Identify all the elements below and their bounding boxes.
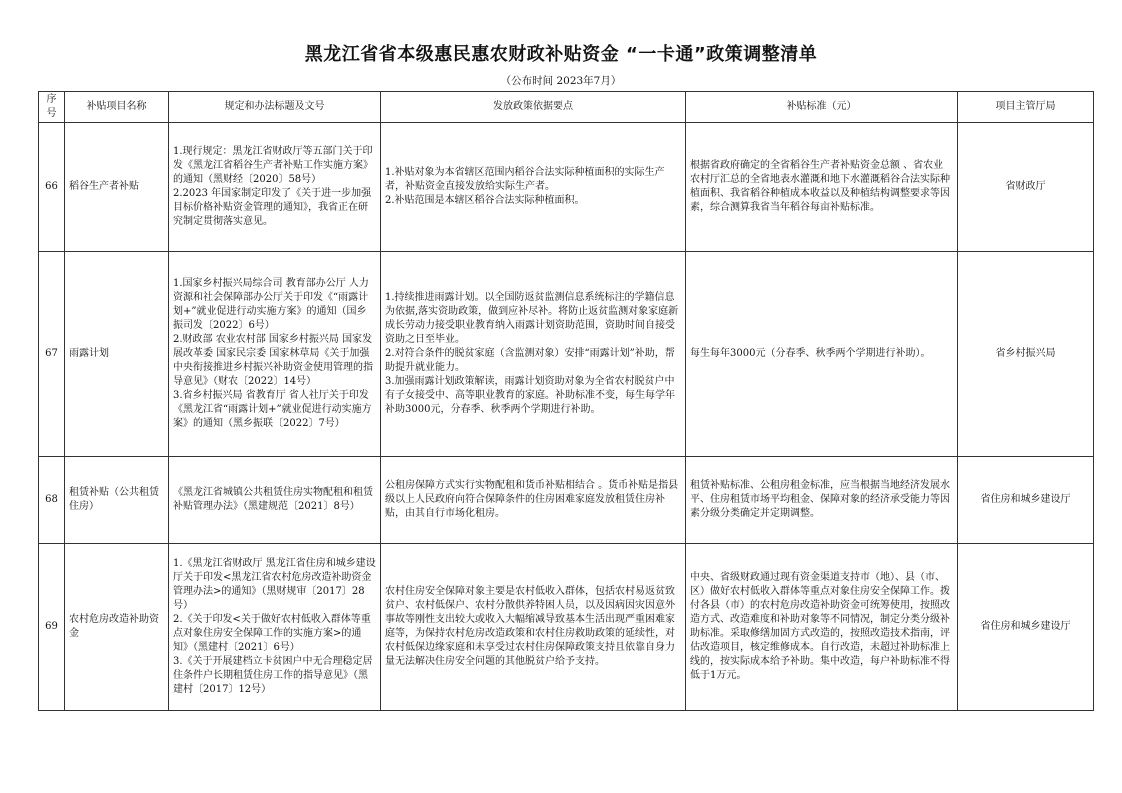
row-regulation xyxy=(169,544,381,711)
regulation-para: 1.国家乡村振兴局综合司 教育部办公厅 人力资源和社会保障部办公厅关于印发《“雨露计划+”就业促进行动实施方案》的通知（国乡振司发〔2022〕6号） xyxy=(173,278,369,331)
page-title: 黑龙江省省本级惠民惠农财政补贴资金 “一卡通”政策调整清单 xyxy=(304,44,818,65)
basis-para: 公租房保障方式实行实物配租和货币补贴相结合 。货币补贴是指县级以上人民政府向符合保障条件的住房困难家庭发放租赁住房补贴，由其自行市场化租房。 xyxy=(385,480,679,519)
basis-para: 2.对符合条件的脱贫家庭（含监测对象）安排“雨露计划”补助，帮助提升就业能力。 xyxy=(385,348,675,373)
row-standard xyxy=(686,252,958,457)
basis-para: 3.加强雨露计划政策解读，雨露计划资助对象为全省农村脱贫户中有子女接受中、高等职业教育的家庭。补助标准不变，每生每学年补助3000元，分春季、秋季两个学期进行补助。 xyxy=(385,376,675,415)
publish-date: （公布时间 2023年7月） xyxy=(500,75,622,87)
row-department: 省住房和城乡建设厅 xyxy=(958,544,1094,711)
row-standard xyxy=(686,544,958,711)
table-row xyxy=(39,252,1094,457)
header-seq: 序号 xyxy=(39,92,65,123)
basis-para: 1.持续推进雨露计划。以全国防返贫监测信息系统标注的学籍信息为依据,落实资助政策，做到应补尽补。将防止返贫监测对象家庭新成长劳动力接受职业教育纳入雨露计划资助范围，资助时间自接受资助之日至毕业。 xyxy=(385,292,679,345)
row-regulation xyxy=(169,123,381,252)
policy-table xyxy=(38,91,1094,711)
row-seq: 67 xyxy=(39,252,65,457)
basis-para: 2.补贴范围是本辖区稻谷合法实际种植面积。 xyxy=(385,195,585,206)
row-item-name: 农村危房改造补助资金 xyxy=(65,544,169,711)
row-basis xyxy=(381,252,686,457)
basis-para: 农村住房安全保障对象主要是农村低收入群体，包括农村易返贫致贫户、农村低保户、农村分散供养特困人员，以及因病因灾因意外事故等刚性支出较大或收入大幅缩减导致基本生活出现严重困难家庭等，为保持农村危房改造政策和农村住房救助政策的延续性，对农村低保边缘家庭和未享受过农村住房保障政策支持且依靠自身力量无法解决住房安全问题的其他脱贫户给予支持。 xyxy=(385,586,675,667)
regulation-para: 3.《关于开展建档立卡贫困户中无合理稳定居住条件户长期租赁住房工作的指导意见》（黑建村〔2017〕12号） xyxy=(173,656,373,695)
header-item: 补贴项目名称 xyxy=(65,92,169,123)
header-basis: 发放政策依据要点 xyxy=(381,92,686,123)
row-standard xyxy=(686,123,958,252)
regulation-para: 1.现行规定：黑龙江省财政厅等五部门关于印发《黑龙江省稻谷生产者补贴工作实施方案》的通知（黑财经〔2020〕58号） xyxy=(173,146,373,185)
row-standard xyxy=(686,457,958,544)
row-seq: 66 xyxy=(39,123,65,252)
row-department: 省乡村振兴局 xyxy=(958,252,1094,457)
row-regulation xyxy=(169,252,381,457)
row-department: 省住房和城乡建设厅 xyxy=(958,457,1094,544)
standard-para: 租赁补贴标准、公租房租金标准，应当根据当地经济发展水平、住房租赁市场平均租金、保障对象的经济承受能力等因素分级分类确定并定期调整。 xyxy=(690,480,950,519)
regulation-para: 《黑龙江省城镇公共租赁住房实物配租和租赁补贴管理办法》（黑建规范〔2021〕8号） xyxy=(173,487,373,512)
regulation-para: 2.财政部 农业农村部 国家乡村振兴局 国家发展改革委 国家民宗委 国家林草局《关于加强中央衔接推进乡村振兴补助资金使用管理的指导意见》（财农〔2022〕14号） xyxy=(173,334,373,387)
row-seq: 68 xyxy=(39,457,65,544)
row-item-name: 租赁补贴（公共租赁住房） xyxy=(65,457,169,544)
row-regulation xyxy=(169,457,381,544)
row-item-name: 稻谷生产者补贴 xyxy=(65,123,169,252)
table-row xyxy=(39,544,1094,711)
regulation-para: 3.省乡村振兴局 省教育厅 省人社厅关于印发《黑龙江省“雨露计划+”就业促进行动实施方案》的通知（黑乡振联〔2022〕7号） xyxy=(173,390,372,429)
table-header-row xyxy=(39,92,1094,123)
regulation-para: 2.2023 年国家制定印发了《关于进一步加强目标价格补贴资金管理的通知》，我省正在研究制定贯彻落实意见。 xyxy=(173,188,372,227)
header-standard: 补贴标准（元） xyxy=(686,92,958,123)
basis-para: 1.补贴对象为本省辖区范围内稻谷合法实际种植面积的实际生产者，补贴资金直接发放给实际生产者。 xyxy=(385,167,665,192)
regulation-para: 1.《黑龙江省财政厅 黑龙江省住房和城乡建设厅关于印发<黑龙江省农村危房改造补助资金管理办法>的通知》（黑财规审〔2017〕28号） xyxy=(173,558,376,611)
row-basis xyxy=(381,457,686,544)
regulation-para: 2.《关于印发<关于做好农村低收入群体等重点对象住房安全保障工作的实施方案>的通知》（黑建村〔2021〕6号） xyxy=(173,614,371,653)
standard-para: 每生每年3000元（分春季、秋季两个学期进行补助）。 xyxy=(690,348,931,359)
standard-para: 根据省政府确定的全省稻谷生产者补贴资金总额 、省农业农村厅汇总的全省地表水灌溉和地下水灌溉稻谷合法实际种植面积、我省稻谷种植成本收益以及种植结构调整要求等因素，综合测算我省当年稻谷每亩补贴标准。 xyxy=(690,160,950,213)
row-basis xyxy=(381,544,686,711)
row-basis xyxy=(381,123,686,252)
standard-para: 中央、省级财政通过现有资金渠道支持市（地）、县（市、区）做好农村低收入群体等重点对象住房安全保障工作。拨付各县（市）的农村危房改造补助资金可统筹使用，按照改造方式、改造难度和补助对象等不同情况，制定分类分级补助标准。采取修缮加固方式改造的，按照改造技术指南，评估改造项目，核定维修成本。自行改造，未超过补助标准上线的，按实际成本给予补助。集中改造，每户补助标准不得低于1万元。 xyxy=(690,572,950,681)
table-row xyxy=(39,123,1094,252)
row-seq: 69 xyxy=(39,544,65,711)
header-department: 项目主管厅局 xyxy=(958,92,1094,123)
row-item-name: 雨露计划 xyxy=(65,252,169,457)
header-regulation: 规定和办法标题及文号 xyxy=(169,92,381,123)
row-department: 省财政厅 xyxy=(958,123,1094,252)
table-row xyxy=(39,457,1094,544)
